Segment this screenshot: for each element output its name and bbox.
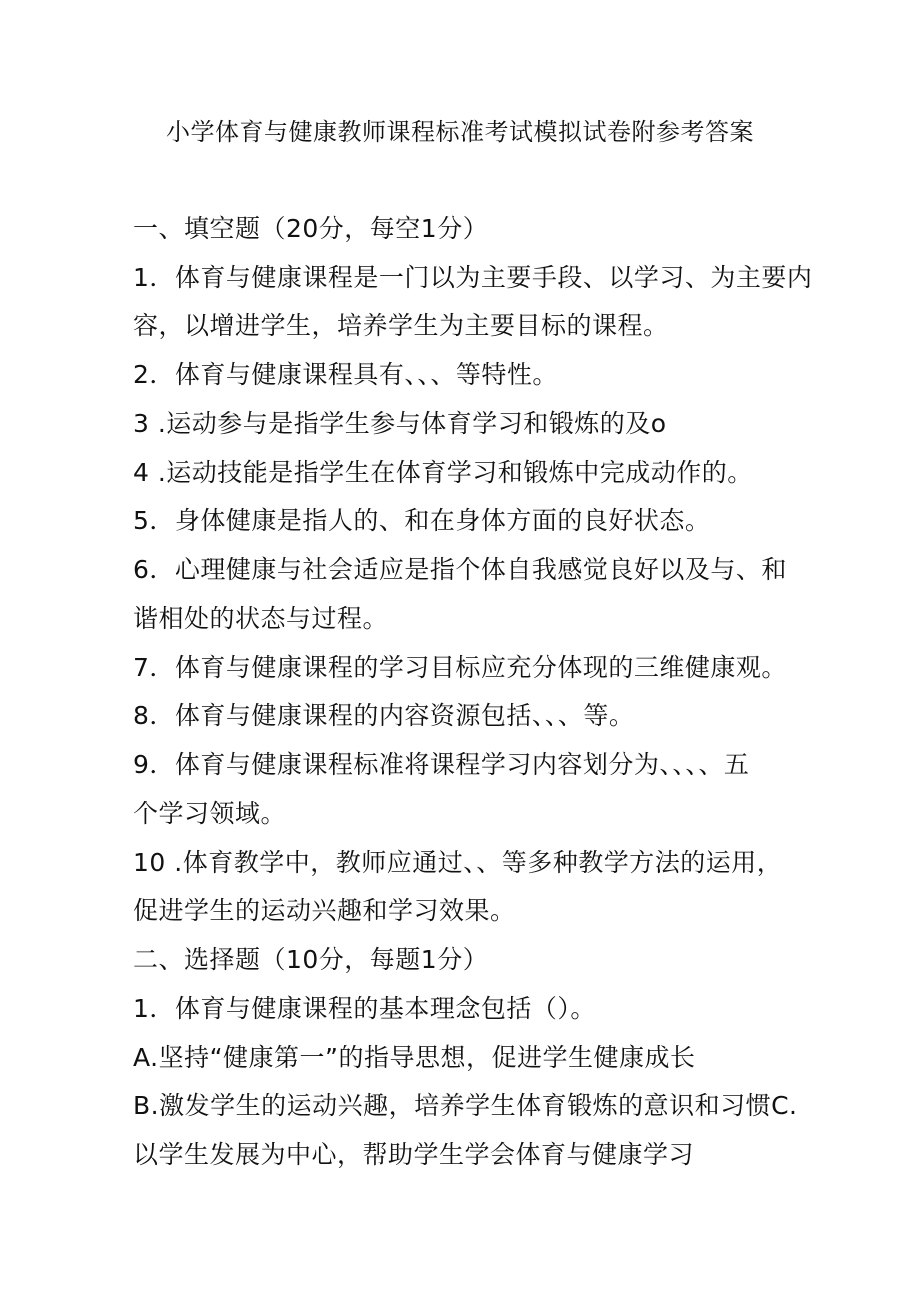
question-text-line: 促进学生的运动兴趣和学习效果。 [133,896,516,925]
question-text-line: 4 .运动技能是指学生在体育学习和锻炼中完成动作的。 [133,458,753,487]
option-text-line: B.激发学生的运动兴趣，培养学生体育锻炼的意识和习惯C. [133,1091,798,1120]
question-text-line: 5．身体健康是指人的、和在身体方面的良好状态。 [133,506,711,535]
question-text-line: 个学习领域。 [133,799,287,828]
document-title: 小学体育与健康教师课程标准考试模拟试卷附参考答案 [166,118,754,146]
question-text-line: 2．体育与健康课程具有、、、等特性。 [133,360,558,389]
section-heading-choice: 二、选择题（10分，每题1分） [133,945,489,974]
section-heading-fill-in: 一、填空题（20分，每空1分） [133,214,489,243]
question-text-line: 3 .运动参与是指学生参与体育学习和锻炼的及o [133,409,667,438]
option-text-line: A.坚持“健康第一”的指导思想，促进学生健康成长 [133,1043,696,1072]
question-text-line: 9．体育与健康课程标准将课程学习内容划分为、、、、五 [133,750,750,779]
question-text-line: 1．体育与健康课程是一门以为主要手段、以学习、为主要内 [133,263,813,292]
question-text-line: 7．体育与健康课程的学习目标应充分体现的三维健康观。 [133,653,787,682]
question-text-line: 8．体育与健康课程的内容资源包括、、、等。 [133,701,635,730]
question-text-line: 6．心理健康与社会适应是指个体自我感觉良好以及与、和 [133,555,787,584]
question-text-line: 容，以增进学生，培养学生为主要目标的课程。 [133,311,669,340]
question-text-line: 1．体育与健康课程的基本理念包括（）。 [133,994,596,1023]
question-text-line: 谐相处的状态与过程。 [133,604,389,633]
option-text-line: 以学生发展为中心，帮助学生学会体育与健康学习 [133,1140,695,1169]
question-text-line: 10 .体育教学中，教师应通过、、等多种教学方法的运用， [133,848,783,877]
